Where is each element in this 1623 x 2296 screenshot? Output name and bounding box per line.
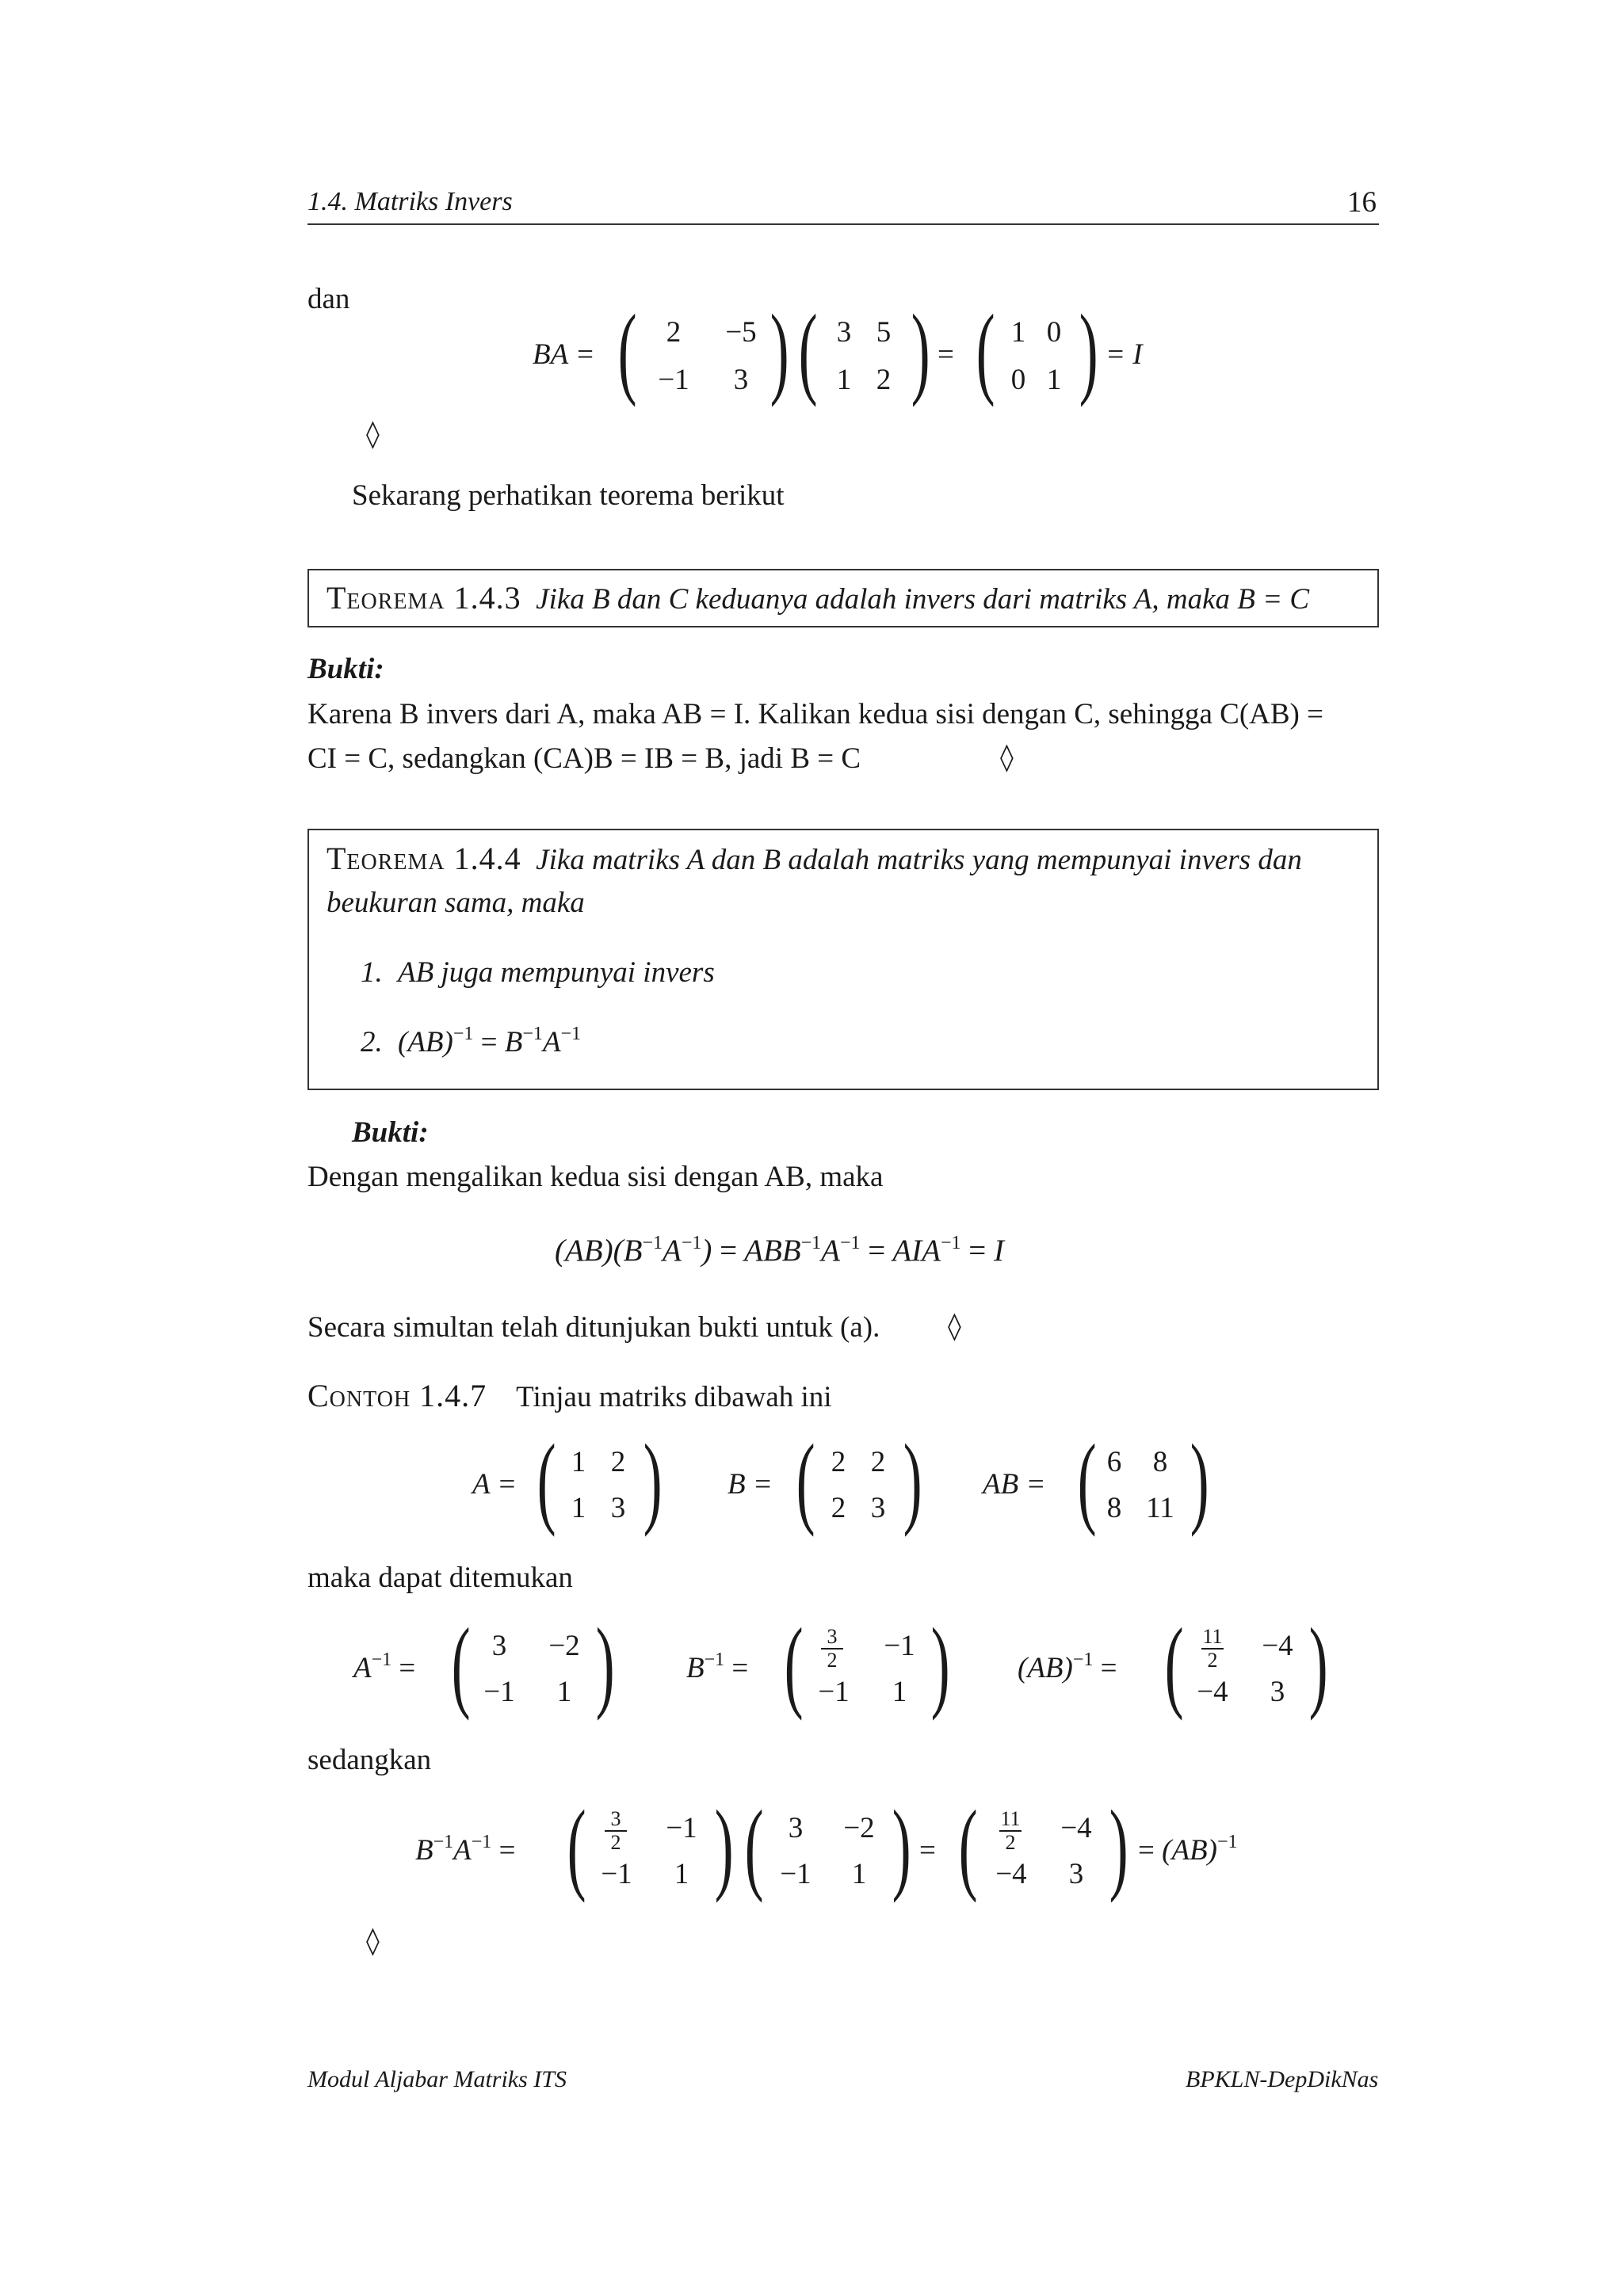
matrix-cell: 6 [1106, 1446, 1122, 1478]
matrix-cell: 0 [1046, 316, 1062, 349]
page-number: 16 [1347, 186, 1377, 219]
matrix-cell: −4 [1262, 1630, 1293, 1662]
sentence-next-theorem: Sekarang perhatikan teorema berikut [352, 479, 785, 512]
left-paren: ( [958, 1790, 978, 1904]
left-paren: ( [744, 1790, 764, 1904]
matrix-cell: −4 [995, 1858, 1027, 1890]
matrix-cell: 1 [674, 1858, 689, 1890]
proof-143-line2: CI = C, sedangkan (CA)B = IB = B, jadi B = C [307, 742, 861, 775]
matrix-cell: 1 [1010, 316, 1026, 349]
fraction [600, 1808, 632, 1854]
matrix-cell: −1 [818, 1676, 850, 1708]
left-paren: ( [976, 294, 995, 408]
matrix-cell: 2 [610, 1446, 626, 1478]
matrix-cell: 8 [1152, 1446, 1168, 1478]
theorem-143 [327, 579, 1309, 616]
end-of-example-diamond: ◊ [366, 418, 380, 450]
footer-left: Modul Aljabar Matriks ITS [307, 2066, 567, 2092]
example-label: Contoh 1.4.7 [307, 1378, 487, 1413]
matrix-cell: −4 [1197, 1676, 1228, 1708]
theorem-144-item1-number: 1. [361, 956, 383, 989]
right-paren: ) [892, 1790, 911, 1904]
matrix-cell: −5 [725, 316, 757, 349]
proof-label: Bukti: [307, 653, 384, 685]
right-paren: ) [1308, 1608, 1328, 1722]
matrix-cell: −1 [884, 1630, 915, 1662]
example-heading [307, 1377, 832, 1414]
fraction-denominator: 2 [610, 1831, 621, 1854]
left-paren: ( [537, 1424, 556, 1538]
fraction-denominator: 2 [1005, 1831, 1016, 1854]
theorem-144-item2-number: 2. [361, 1026, 383, 1058]
left-paren: ( [796, 1424, 815, 1538]
matrix-cell: 5 [876, 316, 892, 349]
matrix-cell: −1 [601, 1858, 632, 1890]
header-rule [307, 223, 1379, 225]
proof-144-equation: $(AB)(B^{-1}A^{-1}) = ABB^{-1}A^{-1} = AIA^{-1} = I$ [555, 1233, 1005, 1268]
right-paren: ) [714, 1790, 734, 1904]
right-paren: ) [903, 1424, 922, 1538]
right-paren: ) [769, 294, 789, 408]
matrix-cell: 3 [733, 364, 749, 396]
left-paren: ( [798, 294, 818, 408]
matrix-cell: 3 [610, 1492, 626, 1524]
right-paren: ) [911, 294, 930, 408]
end-of-example-diamond: ◊ [366, 1925, 380, 1957]
left-paren: ( [1164, 1608, 1184, 1722]
matrix-B-label: B = [727, 1468, 773, 1501]
matrix-cell: −1 [780, 1858, 812, 1890]
matrix-cell: −4 [1060, 1812, 1092, 1844]
theorem-144-item1: AB juga mempunyai invers [398, 956, 715, 989]
theorem-144-statement-2: beukuran sama, maka [327, 887, 585, 919]
matrix-cell: −1 [658, 364, 689, 396]
right-paren: ) [1079, 294, 1098, 408]
right-paren: ) [1109, 1790, 1128, 1904]
fraction-numerator: 11 [1202, 1625, 1223, 1648]
matrix-cell: 3 [1068, 1858, 1084, 1890]
whereas-text: sedangkan [307, 1744, 432, 1776]
theorem-144-statement-1: Jika matriks A dan B adalah matriks yang mempunyai invers dan [536, 844, 1302, 876]
proof-144-conclusion: Secara simultan telah ditunjukan bukti untuk (a). [307, 1311, 880, 1344]
matrix-cell: 2 [666, 316, 682, 349]
fraction-numerator: 11 [1000, 1807, 1021, 1830]
matrix-ABinv-label: (AB)$^{-1}$ = [1018, 1650, 1117, 1684]
product-lhs: $B^{-1}A^{-1}$ = [415, 1832, 516, 1867]
right-paren: ) [1190, 1424, 1209, 1538]
matrix-cell: 2 [831, 1446, 846, 1478]
theorem-144-label: Teorema 1.4.4 [327, 841, 521, 876]
matrix-Binv-label: $B^{-1}$ = [686, 1650, 749, 1684]
left-paren: ( [784, 1608, 804, 1722]
matrix-cell: 1 [836, 364, 852, 396]
eq-BA-rhs: = I [1106, 338, 1143, 371]
fraction-denominator: 2 [1207, 1649, 1218, 1672]
product-rhs: = (AB)$^{-1}$ [1138, 1832, 1238, 1867]
intro-word: dan [307, 283, 350, 315]
running-header-section: 1.4. Matriks Invers [307, 187, 513, 216]
matrix-cell: 0 [1010, 364, 1026, 396]
fraction-numerator: 3 [610, 1807, 621, 1830]
matrix-cell: 1 [571, 1492, 586, 1524]
example-title: Tinjau matriks dibawah ini [516, 1381, 832, 1413]
qed-diamond: ◊ [948, 1310, 961, 1342]
theorem-144-item2-formula: $(AB)^{-1} = B^{-1}A^{-1}$ [398, 1024, 582, 1058]
matrix-cell: 1 [851, 1858, 867, 1890]
matrix-cell: 2 [876, 364, 892, 396]
matrix-cell: −1 [483, 1676, 515, 1708]
right-paren: ) [930, 1608, 950, 1722]
matrix-cell: −2 [548, 1630, 580, 1662]
left-paren: ( [617, 294, 637, 408]
equals-sign: = [919, 1834, 936, 1867]
matrix-A-label: A = [472, 1468, 517, 1501]
theorem-143-statement: Jika B dan C keduanya adalah invers dari matriks A, maka B = C [536, 583, 1310, 616]
matrix-cell: 3 [870, 1492, 886, 1524]
matrix-cell: 8 [1106, 1492, 1122, 1524]
left-paren: ( [1077, 1424, 1097, 1538]
eq-BA-lhs: BA = [533, 338, 595, 371]
equals-sign: = [938, 338, 954, 371]
matrix-cell: 3 [491, 1630, 507, 1662]
matrix-cell: 1 [892, 1676, 907, 1708]
fraction [1197, 1626, 1228, 1672]
theorem-143-label: Teorema 1.4.3 [327, 580, 521, 616]
matrix-AB-label: AB = [983, 1468, 1046, 1501]
matrix-cell: 1 [1046, 364, 1062, 396]
matrix-Ainv-label: $A^{-1}$ = [353, 1650, 416, 1684]
fraction [995, 1808, 1026, 1854]
right-paren: ) [643, 1424, 663, 1538]
proof-144-intro: Dengan mengalikan kedua sisi dengan AB, maka [307, 1161, 884, 1193]
found-text: maka dapat ditemukan [307, 1562, 573, 1594]
proof-143-line1: Karena B invers dari A, maka AB = I. Kalikan kedua sisi dengan C, sehingga C(AB) = [307, 698, 1323, 730]
footer-right: BPKLN-DepDikNas [1186, 2066, 1379, 2092]
theorem-144-line1 [327, 840, 1302, 877]
matrix-cell: −1 [666, 1812, 697, 1844]
right-paren: ) [595, 1608, 615, 1722]
fraction [816, 1626, 848, 1672]
matrix-cell: −2 [843, 1812, 875, 1844]
matrix-cell: 11 [1146, 1492, 1174, 1524]
left-paren: ( [567, 1790, 586, 1904]
fraction-denominator: 2 [827, 1649, 838, 1672]
matrix-cell: 2 [870, 1446, 886, 1478]
fraction-numerator: 3 [827, 1625, 838, 1648]
matrix-cell: 2 [831, 1492, 846, 1524]
qed-diamond: ◊ [1000, 742, 1014, 773]
matrix-cell: 1 [556, 1676, 572, 1708]
proof-label-2: Bukti: [352, 1116, 429, 1149]
matrix-cell: 1 [571, 1446, 586, 1478]
left-paren: ( [451, 1608, 471, 1722]
matrix-cell: 3 [1270, 1676, 1285, 1708]
matrix-cell: 3 [836, 316, 852, 349]
matrix-cell: 3 [788, 1812, 804, 1844]
